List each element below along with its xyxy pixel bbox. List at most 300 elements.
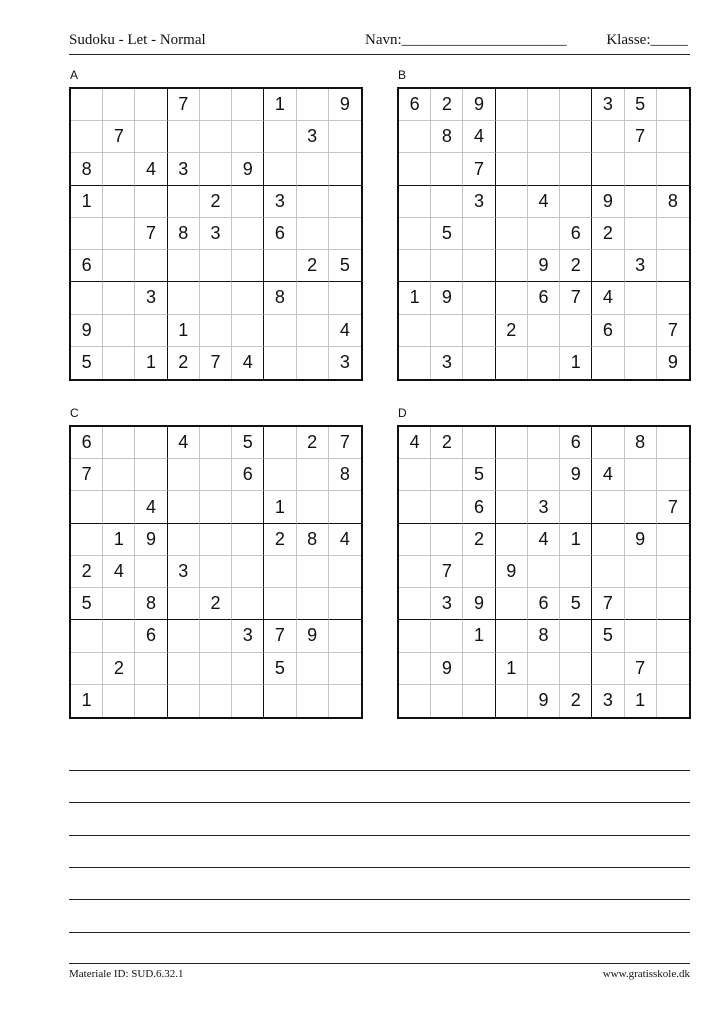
sudoku-cell	[297, 89, 329, 121]
header-rule	[69, 54, 690, 55]
sudoku-cell	[135, 556, 167, 588]
sudoku-cell: 6	[463, 491, 495, 523]
sudoku-cell: 2	[168, 347, 200, 379]
writing-line	[69, 835, 690, 836]
writing-line	[69, 932, 690, 933]
sudoku-cell	[103, 491, 135, 523]
sudoku-cell: 2	[431, 427, 463, 459]
sudoku-cell: 1	[399, 282, 431, 314]
sudoku-cell	[657, 556, 689, 588]
sudoku-cell: 1	[135, 347, 167, 379]
sudoku-cell: 3	[200, 218, 232, 250]
sudoku-cell	[232, 556, 264, 588]
sudoku-cell	[496, 347, 528, 379]
sudoku-cell	[168, 282, 200, 314]
sudoku-cell	[168, 620, 200, 652]
sudoku-cell	[135, 653, 167, 685]
sudoku-cell	[496, 620, 528, 652]
sudoku-cell	[625, 556, 657, 588]
sudoku-cell	[135, 459, 167, 491]
sudoku-cell: 9	[463, 89, 495, 121]
sudoku-cell: 2	[463, 524, 495, 556]
sudoku-cell	[592, 556, 624, 588]
sudoku-cell	[200, 524, 232, 556]
sudoku-cell	[399, 685, 431, 717]
sudoku-cell	[297, 315, 329, 347]
sudoku-cell	[103, 218, 135, 250]
sudoku-cell: 2	[431, 89, 463, 121]
sudoku-cell: 5	[264, 653, 296, 685]
sudoku-cell	[232, 588, 264, 620]
sudoku-grid-c	[69, 425, 363, 719]
sudoku-cell	[496, 153, 528, 185]
sudoku-cell	[135, 685, 167, 717]
sudoku-cell: 2	[264, 524, 296, 556]
sudoku-cell	[103, 685, 135, 717]
sudoku-cell	[297, 459, 329, 491]
sudoku-cell: 3	[232, 620, 264, 652]
material-id: Materiale ID: SUD.6.32.1	[69, 968, 184, 980]
sudoku-cell	[399, 491, 431, 523]
sudoku-cell	[200, 315, 232, 347]
name-field: Navn:______________________	[365, 32, 567, 48]
sudoku-cell	[232, 315, 264, 347]
sudoku-cell	[200, 459, 232, 491]
sudoku-cell: 4	[135, 153, 167, 185]
sudoku-cell	[329, 588, 361, 620]
sudoku-cell	[297, 153, 329, 185]
sudoku-cell	[200, 653, 232, 685]
sudoku-cell	[592, 491, 624, 523]
sudoku-cell: 8	[625, 427, 657, 459]
sudoku-cell	[297, 186, 329, 218]
sudoku-cell	[399, 524, 431, 556]
sudoku-cell: 8	[297, 524, 329, 556]
sudoku-cell	[496, 89, 528, 121]
sudoku-cell	[657, 121, 689, 153]
sudoku-cell	[496, 491, 528, 523]
sudoku-cell	[657, 218, 689, 250]
sudoku-cell	[297, 556, 329, 588]
puzzle-label-d: D	[398, 406, 407, 420]
sudoku-cell: 9	[71, 315, 103, 347]
sudoku-cell	[264, 315, 296, 347]
sudoku-cell	[71, 89, 103, 121]
sudoku-cell	[560, 653, 592, 685]
puzzle-label-b: B	[398, 68, 407, 82]
sudoku-cell	[329, 282, 361, 314]
writing-line	[69, 802, 690, 803]
sudoku-cell: 7	[168, 89, 200, 121]
sudoku-cell: 7	[200, 347, 232, 379]
sudoku-cell	[528, 347, 560, 379]
sudoku-cell	[200, 685, 232, 717]
sudoku-cell	[329, 685, 361, 717]
sudoku-cell	[560, 491, 592, 523]
sudoku-cell	[103, 620, 135, 652]
sudoku-cell: 2	[592, 218, 624, 250]
sudoku-cell	[657, 89, 689, 121]
sudoku-cell	[431, 250, 463, 282]
sudoku-cell	[297, 282, 329, 314]
sudoku-cell	[560, 153, 592, 185]
sudoku-cell	[71, 524, 103, 556]
sudoku-cell	[232, 491, 264, 523]
sudoku-cell: 7	[135, 218, 167, 250]
page-header	[69, 32, 688, 52]
sudoku-cell	[103, 89, 135, 121]
sudoku-cell: 9	[135, 524, 167, 556]
sudoku-cell	[232, 218, 264, 250]
sudoku-cell: 5	[463, 459, 495, 491]
sudoku-cell	[657, 427, 689, 459]
puzzle-label-c: C	[70, 406, 79, 420]
sudoku-cell: 9	[528, 250, 560, 282]
sudoku-cell: 2	[200, 588, 232, 620]
sudoku-cell	[399, 153, 431, 185]
sudoku-cell: 5	[560, 588, 592, 620]
writing-line	[69, 899, 690, 900]
sudoku-cell	[297, 588, 329, 620]
sudoku-cell: 6	[399, 89, 431, 121]
sudoku-cell: 9	[431, 282, 463, 314]
sudoku-cell	[329, 218, 361, 250]
sudoku-cell	[71, 282, 103, 314]
sudoku-cell: 2	[297, 250, 329, 282]
sudoku-cell: 1	[496, 653, 528, 685]
sudoku-cell	[496, 427, 528, 459]
sudoku-cell: 1	[560, 524, 592, 556]
sudoku-cell: 9	[625, 524, 657, 556]
sudoku-cell	[135, 121, 167, 153]
sudoku-cell	[431, 491, 463, 523]
sudoku-cell	[329, 620, 361, 652]
sudoku-cell: 9	[329, 89, 361, 121]
sudoku-cell	[560, 186, 592, 218]
sudoku-cell: 8	[329, 459, 361, 491]
sudoku-cell	[200, 121, 232, 153]
sudoku-cell	[399, 556, 431, 588]
sudoku-cell	[329, 186, 361, 218]
sudoku-cell	[560, 315, 592, 347]
sudoku-cell	[560, 556, 592, 588]
sudoku-cell	[232, 121, 264, 153]
sudoku-cell: 3	[431, 347, 463, 379]
sudoku-cell	[625, 186, 657, 218]
sudoku-cell	[496, 282, 528, 314]
sudoku-cell: 8	[528, 620, 560, 652]
sudoku-cell: 5	[431, 218, 463, 250]
sudoku-cell	[135, 250, 167, 282]
sudoku-cell	[399, 588, 431, 620]
sudoku-cell: 7	[71, 459, 103, 491]
sudoku-cell	[528, 556, 560, 588]
sudoku-cell: 2	[200, 186, 232, 218]
website-url: www.gratisskole.dk	[602, 968, 690, 980]
sudoku-cell	[625, 588, 657, 620]
sudoku-cell: 4	[135, 491, 167, 523]
sudoku-cell: 2	[496, 315, 528, 347]
sudoku-cell	[264, 556, 296, 588]
sudoku-cell: 9	[592, 186, 624, 218]
sudoku-cell: 7	[103, 121, 135, 153]
sudoku-cell	[232, 653, 264, 685]
sudoku-cell	[625, 282, 657, 314]
sudoku-cell	[496, 121, 528, 153]
sudoku-cell	[200, 620, 232, 652]
sudoku-cell: 9	[431, 653, 463, 685]
sudoku-cell: 1	[71, 186, 103, 218]
sudoku-cell: 8	[135, 588, 167, 620]
sudoku-cell: 8	[168, 218, 200, 250]
sudoku-cell: 8	[71, 153, 103, 185]
sudoku-cell	[71, 491, 103, 523]
sudoku-cell: 8	[657, 186, 689, 218]
sudoku-cell: 3	[135, 282, 167, 314]
sudoku-cell	[232, 685, 264, 717]
sudoku-cell	[135, 315, 167, 347]
sudoku-cell	[463, 347, 495, 379]
sudoku-cell	[168, 250, 200, 282]
sudoku-cell	[431, 153, 463, 185]
sudoku-cell	[200, 153, 232, 185]
sudoku-cell	[592, 153, 624, 185]
sudoku-cell	[625, 153, 657, 185]
sudoku-cell	[71, 218, 103, 250]
sudoku-cell: 3	[168, 556, 200, 588]
sudoku-cell: 7	[592, 588, 624, 620]
sudoku-cell	[528, 121, 560, 153]
sudoku-grid-a	[69, 87, 363, 381]
sudoku-cell: 8	[431, 121, 463, 153]
footer-rule	[69, 963, 690, 964]
sudoku-cell	[135, 89, 167, 121]
sudoku-cell: 4	[329, 315, 361, 347]
sudoku-cell	[168, 186, 200, 218]
sudoku-cell: 9	[463, 588, 495, 620]
sudoku-cell	[103, 427, 135, 459]
sudoku-cell: 1	[560, 347, 592, 379]
sudoku-cell	[657, 250, 689, 282]
sudoku-cell	[71, 620, 103, 652]
sudoku-cell: 3	[592, 89, 624, 121]
sudoku-cell	[496, 218, 528, 250]
sudoku-cell	[103, 250, 135, 282]
sudoku-cell	[264, 153, 296, 185]
sudoku-cell	[232, 186, 264, 218]
sudoku-cell	[200, 491, 232, 523]
sudoku-cell	[528, 315, 560, 347]
sudoku-cell: 3	[339, 352, 350, 373]
sudoku-cell	[399, 186, 431, 218]
sudoku-cell	[399, 218, 431, 250]
sudoku-cell	[431, 524, 463, 556]
sudoku-cell	[463, 282, 495, 314]
sudoku-cell	[560, 121, 592, 153]
sudoku-cell: 6	[528, 282, 560, 314]
sudoku-cell: 9	[560, 459, 592, 491]
sudoku-cell	[264, 121, 296, 153]
sudoku-cell: 4	[329, 524, 361, 556]
sudoku-cell	[399, 347, 431, 379]
sudoku-cell	[399, 620, 431, 652]
sudoku-cell	[168, 121, 200, 153]
sudoku-cell	[103, 153, 135, 185]
sudoku-cell	[329, 491, 361, 523]
sudoku-cell: 3	[528, 491, 560, 523]
sudoku-cell	[496, 186, 528, 218]
sudoku-cell	[496, 685, 528, 717]
sudoku-cell: 3	[431, 588, 463, 620]
sudoku-cell	[135, 427, 167, 459]
worksheet-title: Sudoku - Let - Normal	[69, 32, 206, 48]
sudoku-cell	[625, 218, 657, 250]
sudoku-cell: 1	[264, 491, 296, 523]
sudoku-cell	[168, 653, 200, 685]
sudoku-cell: 5	[232, 427, 264, 459]
sudoku-cell	[657, 282, 689, 314]
sudoku-cell	[399, 459, 431, 491]
sudoku-cell	[264, 250, 296, 282]
sudoku-cell	[431, 620, 463, 652]
sudoku-cell: 6	[528, 588, 560, 620]
sudoku-cell: 6	[560, 218, 592, 250]
sudoku-cell: 3	[264, 186, 296, 218]
sudoku-cell: 4	[168, 427, 200, 459]
sudoku-cell: 4	[528, 524, 560, 556]
sudoku-cell: 6	[592, 315, 624, 347]
sudoku-cell	[463, 653, 495, 685]
sudoku-cell	[592, 427, 624, 459]
sudoku-cell: 1	[625, 685, 657, 717]
sudoku-cell	[297, 218, 329, 250]
sudoku-cell: 4	[399, 427, 431, 459]
sudoku-cell	[625, 347, 657, 379]
sudoku-cell	[399, 315, 431, 347]
sudoku-cell	[625, 459, 657, 491]
sudoku-cell: 2	[103, 653, 135, 685]
sudoku-cell: 2	[560, 685, 592, 717]
sudoku-cell	[431, 186, 463, 218]
sudoku-cell: 7	[657, 491, 689, 523]
sudoku-cell	[592, 347, 624, 379]
sudoku-cell	[200, 250, 232, 282]
sudoku-cell	[592, 524, 624, 556]
sudoku-cell	[625, 315, 657, 347]
puzzle-label-a: A	[70, 68, 79, 82]
sudoku-cell	[657, 153, 689, 185]
sudoku-cell	[264, 588, 296, 620]
sudoku-cell: 9	[667, 352, 678, 373]
sudoku-cell	[431, 685, 463, 717]
sudoku-cell: 3	[625, 250, 657, 282]
sudoku-cell: 7	[625, 121, 657, 153]
sudoku-cell	[103, 347, 135, 379]
sudoku-cell: 9	[528, 685, 560, 717]
sudoku-cell	[168, 685, 200, 717]
sudoku-cell: 9	[496, 556, 528, 588]
sudoku-cell	[657, 524, 689, 556]
sudoku-grid-d	[397, 425, 691, 719]
sudoku-cell	[496, 588, 528, 620]
sudoku-cell	[528, 89, 560, 121]
sudoku-cell: 6	[232, 459, 264, 491]
sudoku-cell	[463, 556, 495, 588]
sudoku-cell	[103, 315, 135, 347]
sudoku-cell: 4	[103, 556, 135, 588]
sudoku-cell	[528, 218, 560, 250]
sudoku-cell	[399, 250, 431, 282]
sudoku-cell: 1	[463, 620, 495, 652]
sudoku-cell	[329, 121, 361, 153]
sudoku-cell: 7	[463, 153, 495, 185]
sudoku-cell: 5	[592, 620, 624, 652]
sudoku-cell: 5	[329, 250, 361, 282]
sudoku-cell: 4	[232, 347, 264, 379]
sudoku-cell	[592, 250, 624, 282]
sudoku-cell	[200, 282, 232, 314]
sudoku-cell	[200, 556, 232, 588]
sudoku-cell	[168, 588, 200, 620]
sudoku-cell	[200, 427, 232, 459]
sudoku-cell: 6	[560, 427, 592, 459]
sudoku-cell	[103, 282, 135, 314]
sudoku-cell: 8	[264, 282, 296, 314]
sudoku-cell	[657, 459, 689, 491]
sudoku-cell	[496, 459, 528, 491]
sudoku-cell	[528, 153, 560, 185]
writing-line	[69, 867, 690, 868]
sudoku-cell: 4	[463, 121, 495, 153]
class-field: Klasse:_____	[606, 32, 688, 48]
sudoku-cell	[168, 524, 200, 556]
sudoku-cell	[657, 620, 689, 652]
sudoku-cell	[592, 121, 624, 153]
sudoku-cell: 3	[168, 153, 200, 185]
sudoku-cell: 2	[71, 556, 103, 588]
sudoku-cell: 9	[232, 153, 264, 185]
sudoku-cell: 7	[560, 282, 592, 314]
sudoku-cell	[232, 524, 264, 556]
sudoku-cell: 6	[264, 218, 296, 250]
sudoku-cell: 6	[135, 620, 167, 652]
sudoku-cell	[329, 153, 361, 185]
sudoku-cell	[528, 427, 560, 459]
sudoku-cell	[297, 685, 329, 717]
sudoku-cell: 1	[103, 524, 135, 556]
sudoku-grid-b	[397, 87, 691, 381]
sudoku-cell	[232, 89, 264, 121]
sudoku-cell	[399, 653, 431, 685]
sudoku-cell: 1	[264, 89, 296, 121]
sudoku-cell: 7	[625, 653, 657, 685]
sudoku-cell	[625, 491, 657, 523]
sudoku-cell: 3	[297, 121, 329, 153]
sudoku-cell	[463, 250, 495, 282]
sudoku-cell: 6	[71, 427, 103, 459]
sudoku-cell	[657, 653, 689, 685]
sudoku-cell	[657, 685, 689, 717]
sudoku-cell	[592, 653, 624, 685]
sudoku-cell: 6	[71, 250, 103, 282]
sudoku-cell	[232, 282, 264, 314]
sudoku-cell	[463, 685, 495, 717]
sudoku-cell: 5	[71, 588, 103, 620]
sudoku-cell: 7	[431, 556, 463, 588]
sudoku-cell	[496, 524, 528, 556]
sudoku-cell: 4	[592, 282, 624, 314]
sudoku-cell: 3	[592, 685, 624, 717]
